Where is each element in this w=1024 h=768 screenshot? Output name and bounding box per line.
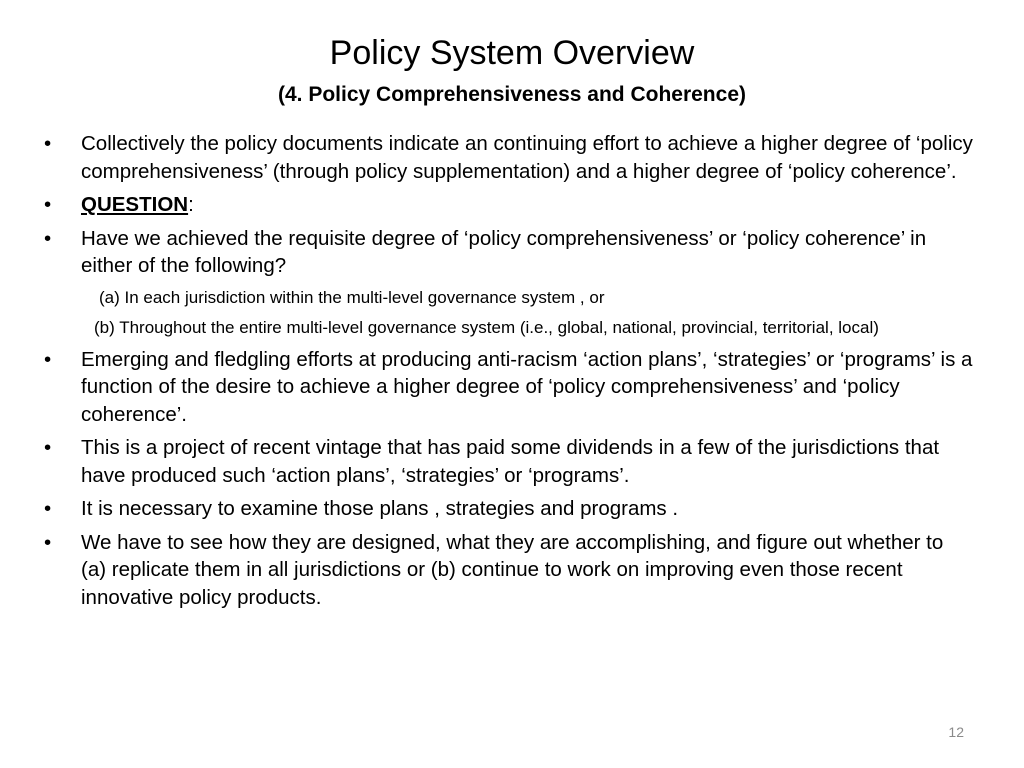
bullet-text: This is a project of recent vintage that has paid some dividends in a few of the jurisdictions that have produced such ‘action plans’, ‘strategies’ or ‘programs’. — [81, 436, 940, 487]
sub-item-b: (b) Throughout the entire multi-level governance system (i.e., global, national, provincial, territorial, local) — [94, 317, 879, 337]
bullet-text: Emerging and fledgling efforts at producing anti-racism ‘action plans’, ‘strategies’ or ‘programs’ is a function of the desire to achieve a higher degree of ‘policy comprehensiveness’ and ‘policy coherence’. — [81, 347, 973, 426]
bullet-item-question — [44, 191, 974, 219]
question-label: QUESTION — [81, 193, 189, 216]
bullet-text: We have to see how they are designed, what they are accomplishing, and figure out whether to (a) replicate them in all jurisdictions or (b) continue to work on improving even those recent innovative policy products. — [81, 530, 944, 609]
bullet-item — [44, 130, 974, 185]
page-number: 12 — [948, 724, 964, 740]
bullet-icon: • — [44, 436, 52, 459]
bullet-item — [44, 346, 974, 429]
question-suffix: : — [188, 193, 194, 216]
bullet-icon: • — [44, 193, 52, 216]
slide-title: Policy System Overview — [329, 34, 695, 72]
sub-item-a: (a) In each jurisdiction within the multi-level governance system , or — [99, 287, 605, 307]
bullet-icon: • — [44, 530, 52, 554]
bullet-icon: • — [44, 226, 52, 250]
bullet-item — [44, 434, 974, 489]
bullet-item — [44, 225, 974, 280]
bullet-text: It is necessary to examine those plans , strategies and programs . — [81, 497, 679, 520]
bullet-icon: • — [44, 132, 52, 155]
slide-subtitle: (4. Policy Comprehensiveness and Coherence) — [278, 83, 746, 106]
bullet-item — [44, 495, 974, 523]
bullet-text: Have we achieved the requisite degree of ‘policy comprehensiveness’ or ‘policy coherence’ in either of the following? — [81, 226, 927, 277]
bullet-text: Collectively the policy documents indicate an continuing effort to achieve a higher degree of ‘policy comprehensiveness’ (through policy supplementation) and a higher degree of ‘policy coherence’. — [81, 132, 973, 183]
bullet-item — [44, 529, 974, 612]
slide-body — [44, 130, 974, 617]
bullet-icon: • — [44, 497, 52, 520]
bullet-icon: • — [44, 347, 52, 371]
